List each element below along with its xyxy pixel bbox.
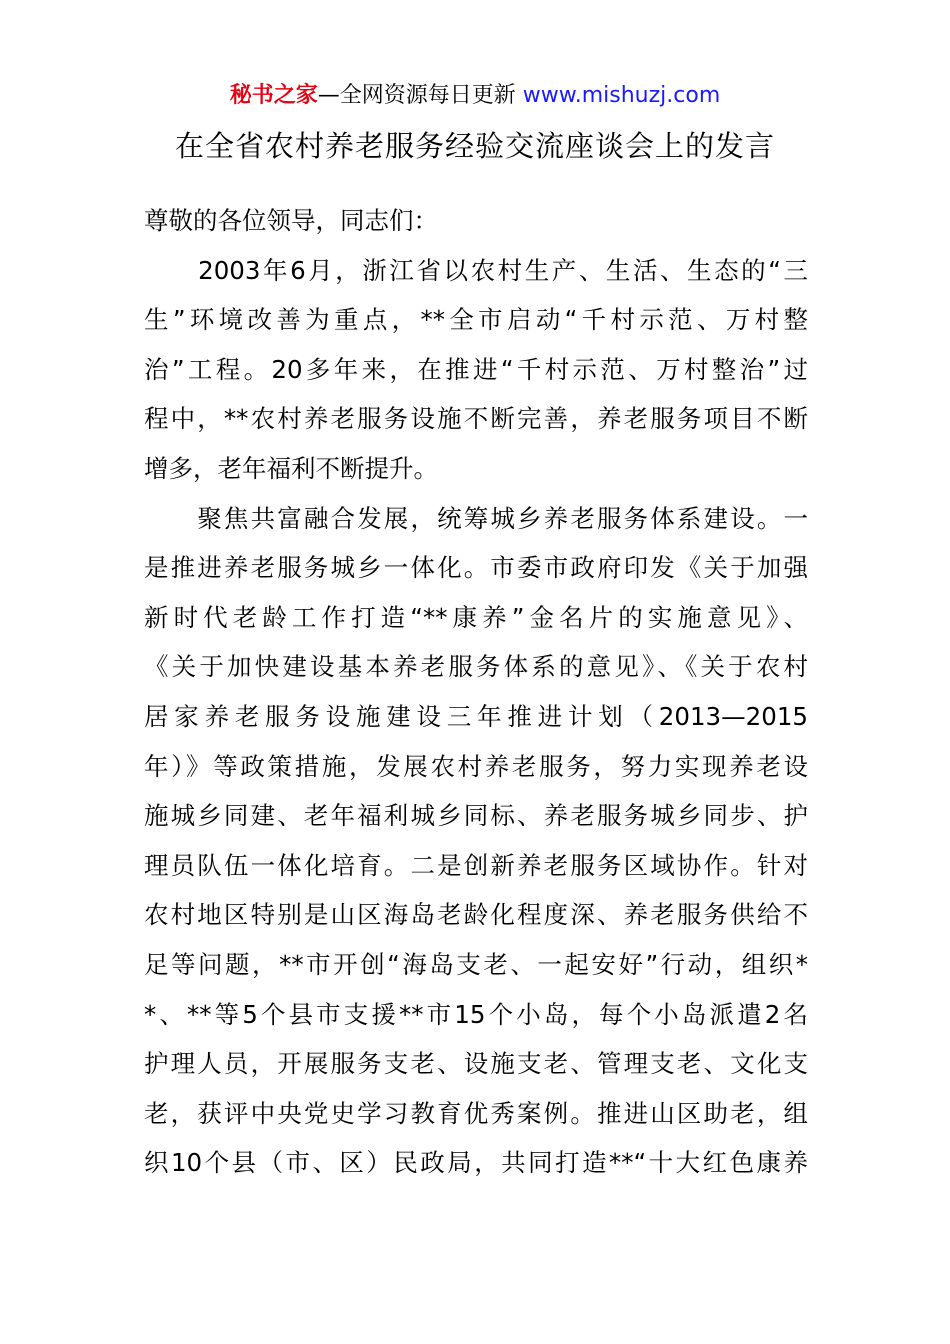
body-line: 理员队伍一体化培育。二是创新养老服务区域协作。针对 <box>144 850 808 880</box>
body-line: 农村地区特别是山区海岛老龄化程度深、养老服务供给不 <box>144 900 808 930</box>
body-line: 织10个县（市、区）民政局，共同打造**“十大红色康养 <box>144 1148 808 1178</box>
body-line: 治”工程。20多年来，在推进“千村示范、万村整治”过 <box>144 354 808 384</box>
body-line: 是推进养老服务城乡一体化。市委市政府印发《关于加强 <box>144 553 808 583</box>
site-url-link[interactable]: www.mishuzj.com <box>522 83 721 108</box>
body-line: 增多，老年福利不断提升。 <box>144 453 438 483</box>
body-line: 2003年6月，浙江省以农村生产、生活、生态的“三 <box>144 255 808 285</box>
body-line: 老，获评中央党史学习教育优秀案例。推进山区助老，组 <box>144 1098 808 1128</box>
body-line: 聚焦共富融合发展，统筹城乡养老服务体系建设。一 <box>144 503 808 533</box>
body-line: 生”环境改善为重点，**全市启动“千村示范、万村整 <box>144 305 808 335</box>
salutation-line: 尊敬的各位领导，同志们： <box>144 206 438 235</box>
document-body <box>144 196 808 1188</box>
body-line: 居家养老服务设施建设三年推进计划（2013—2015 <box>144 701 808 731</box>
site-tagline: —全网资源每日更新 <box>317 83 523 108</box>
body-line: 新时代老龄工作打造“**康养”金名片的实施意见》、 <box>144 602 808 632</box>
body-line: 《关于加快建设基本养老服务体系的意见》、《关于农村 <box>144 652 808 682</box>
document-title: 在全省农村养老服务经验交流座谈会上的发言 <box>174 129 775 163</box>
body-line: 施城乡同建、老年福利城乡同标、养老服务城乡同步、护 <box>144 801 808 831</box>
site-brand: 秘书之家 <box>229 83 318 108</box>
body-line: *、**等5个县市支援**市15个小岛，每个小岛派遣2名 <box>144 999 808 1029</box>
body-line: 年）》等政策措施，发展农村养老服务，努力实现养老设 <box>144 751 808 781</box>
body-line: 程中，**农村养老服务设施不断完善，养老服务项目不断 <box>144 404 808 434</box>
site-header <box>0 80 950 112</box>
body-line: 护理人员，开展服务支老、设施支老、管理支老、文化支 <box>144 1049 808 1079</box>
body-line: 足等问题，**市开创“海岛支老、一起安好”行动，组织* <box>144 949 808 979</box>
